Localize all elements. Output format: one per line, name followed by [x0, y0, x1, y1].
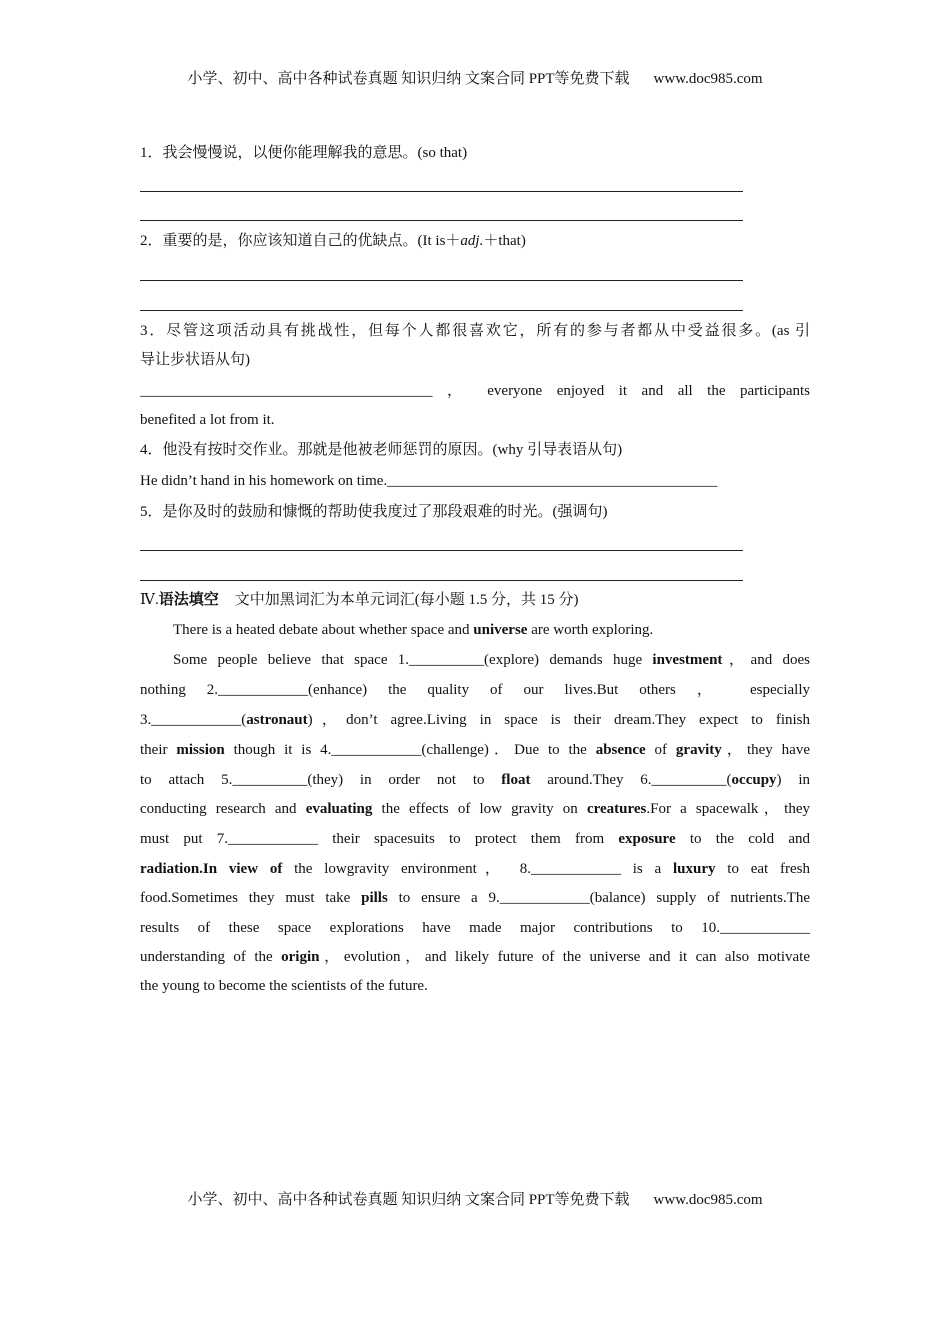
vocab-word: universe — [473, 622, 528, 638]
header-url: www.doc985.com — [653, 71, 763, 87]
passage-text: the effects of low gravity on — [372, 801, 587, 817]
passage-text: results of these space explorations have made major contributions to 10.____________ — [140, 920, 810, 936]
passage-text: understanding of the — [140, 949, 282, 965]
answer-line — [140, 550, 743, 551]
vocab-word: radiation.In view of — [140, 861, 283, 877]
section-number: Ⅳ. — [140, 592, 159, 608]
passage-line — [140, 918, 810, 938]
answer-line — [140, 280, 743, 281]
vocab-word: pills — [361, 890, 388, 906]
vocab-word: astronaut — [246, 712, 308, 728]
passage-text: food.Sometimes they must take — [140, 890, 362, 906]
q2-adj: adj. — [460, 233, 484, 249]
passage-line — [140, 710, 810, 730]
page-header — [0, 69, 950, 89]
passage-line — [140, 799, 810, 819]
passage-line — [140, 947, 810, 967]
passage-text: ，they have — [721, 742, 810, 758]
vocab-word: luxury — [672, 861, 716, 877]
passage-line — [140, 620, 810, 640]
q2-text: 2．重要的是，你应该知道自己的优缺点。(It is＋ — [140, 233, 461, 249]
question-3: 3．尽管这项活动具有挑战性，但每个人都很喜欢它，所有的参与者都从中受益很多。(as 引 — [140, 323, 810, 339]
passage-text: 3.____________( — [140, 712, 247, 728]
passage-line — [140, 770, 810, 790]
passage-text: ，evolution，and likely future of the universe and it can also motivate — [319, 949, 810, 965]
passage-text: the lowgravity environment， 8.____________ is a — [282, 861, 673, 877]
passage-line — [140, 680, 810, 700]
passage-text: .For a spacewalk，they — [646, 801, 810, 817]
section-title: 语法填空 — [158, 592, 219, 608]
passage-line — [140, 829, 810, 849]
passage-line — [140, 976, 810, 996]
q2-text-end: ＋that) — [483, 233, 526, 249]
question-5: 5．是你及时的鼓励和慷慨的帮助使我度过了那段艰难的时光。(强调句) — [140, 504, 608, 520]
passage-text: to attach 5.__________(they) in order not to — [140, 772, 502, 788]
vocab-word: occupy — [731, 772, 777, 788]
header-text: 小学、初中、高中各种试卷真题 知识归纳 文案合同 PPT等免费下载 — [187, 71, 630, 87]
question-4-blank: He didn’t hand in his homework on time.____________________________________________ — [140, 473, 718, 489]
vocab-word: origin — [281, 949, 320, 965]
question-3-end: benefited a lot from it. — [140, 412, 275, 428]
passage-text: of — [645, 742, 676, 758]
answer-line — [140, 191, 743, 192]
passage-text: must put 7.____________ their spacesuits to protect them from — [140, 831, 619, 847]
passage-text: around.They 6.__________( — [530, 772, 732, 788]
passage-text: to eat fresh — [715, 861, 810, 877]
question-4: 4．他没有按时交作业。那就是他被老师惩罚的原因。(why 引导表语从句) — [140, 442, 623, 458]
passage-text: to ensure a 9.____________(balance) supply of nutrients.The — [387, 890, 810, 906]
passage-line — [140, 888, 810, 908]
vocab-word: absence — [595, 742, 646, 758]
answer-line — [140, 220, 743, 221]
passage-text: conducting research and — [140, 801, 306, 817]
passage-line — [140, 859, 810, 879]
question-2 — [140, 231, 810, 251]
vocab-word: float — [501, 772, 531, 788]
question-3-blank: _______________________________________ ， everyone enjoyed it and all the participants — [140, 383, 810, 399]
answer-line — [140, 580, 743, 581]
answer-line — [140, 310, 743, 311]
vocab-word: creatures — [586, 801, 647, 817]
passage-text: to the cold and — [675, 831, 810, 847]
passage-text: ) in — [776, 772, 810, 788]
vocab-word: evaluating — [305, 801, 373, 817]
passage-text: Some people believe that space 1.__________(explore) demands huge — [173, 652, 653, 668]
vocab-word: exposure — [618, 831, 676, 847]
passage-line — [140, 740, 810, 760]
vocab-word: gravity — [675, 742, 722, 758]
passage-text: though it is 4.____________(challenge)．Due to the — [224, 742, 596, 758]
passage-text: nothing 2.____________(enhance) the quality of our lives.But others ， especially — [140, 682, 810, 698]
section-note: 文中加黑词汇为本单元词汇(每小题 1.5 分，共 15 分) — [234, 592, 579, 608]
passage-text: the young to become the scientists of the future. — [140, 978, 428, 994]
passage-text: are worth exploring. — [527, 622, 654, 638]
passage-text: There is a heated debate about whether space and — [173, 622, 474, 638]
footer-url: www.doc985.com — [653, 1192, 763, 1208]
vocab-word: investment — [652, 652, 723, 668]
vocab-word: mission — [176, 742, 225, 758]
passage-line — [140, 650, 810, 670]
question-1: 1．我会慢慢说，以便你能理解我的意思。(so that) — [140, 145, 468, 161]
section-heading — [140, 590, 810, 610]
question-3-cont: 导让步状语从句) — [140, 352, 250, 368]
passage-text: their — [140, 742, 177, 758]
page-footer — [0, 1190, 950, 1210]
passage-text: ，and does — [722, 652, 810, 668]
footer-text: 小学、初中、高中各种试卷真题 知识归纳 文案合同 PPT等免费下载 — [187, 1192, 630, 1208]
passage-text: )，don’t agree.Living in space is their dream.They expect to finish — [307, 712, 810, 728]
